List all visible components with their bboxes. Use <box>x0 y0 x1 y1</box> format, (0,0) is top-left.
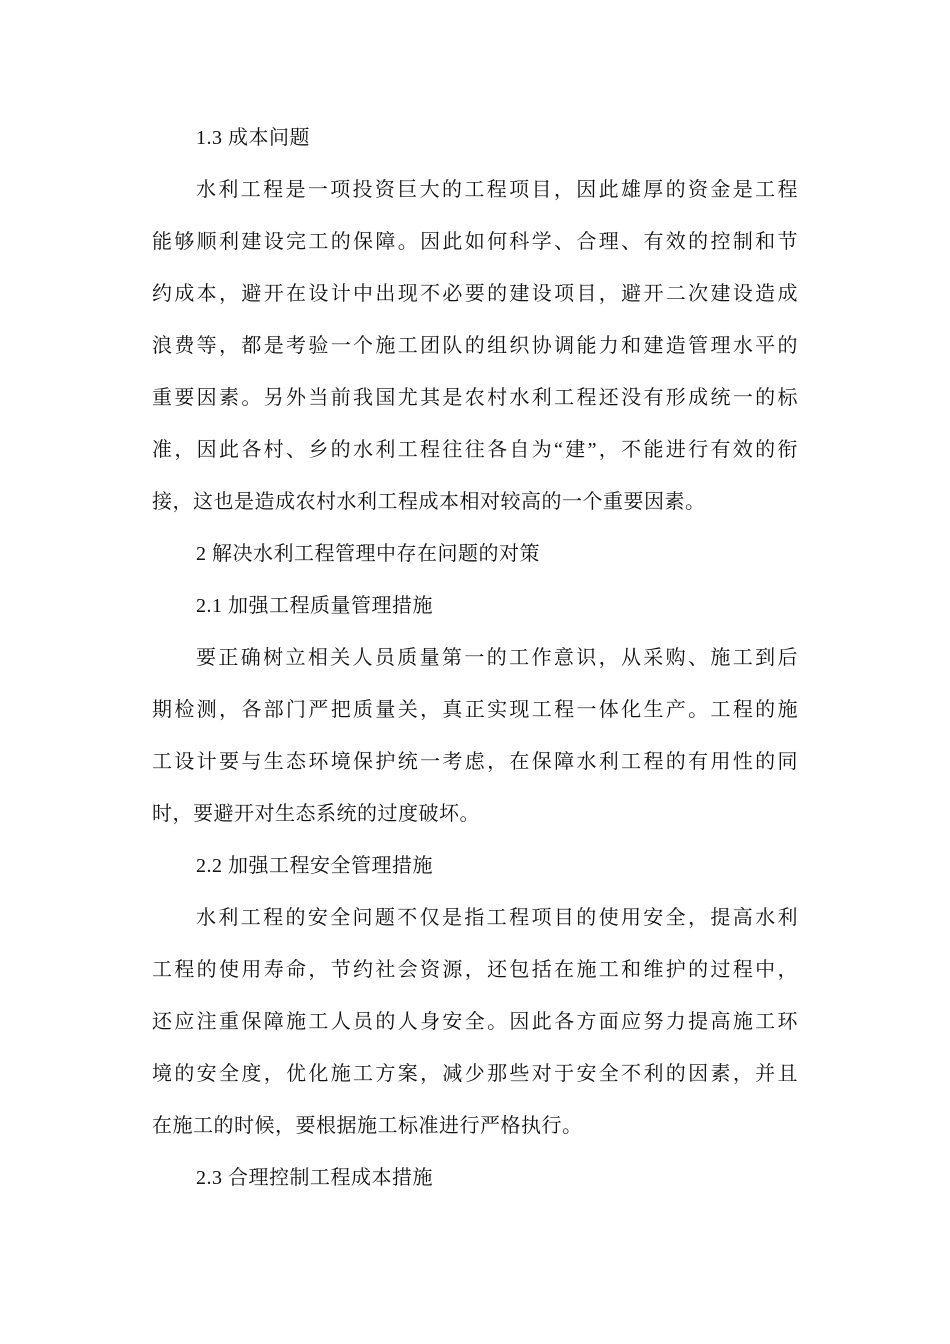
paragraph-line: 要正确树立相关人员质量第一的工作意识，从采购、施工到后 <box>196 647 798 669</box>
section-heading-2-1: 2.1 加强工程质量管理措施 <box>196 595 433 617</box>
paragraph-line: 水利工程是一项投资巨大的工程项目，因此雄厚的资金是工程 <box>196 179 798 201</box>
paragraph-line: 准，因此各村、乡的水利工程往往各自为“建”，不能进行有效的衔 <box>152 439 798 461</box>
paragraph-line: 接，这也是造成农村水利工程成本相对较高的一个重要因素。 <box>152 491 706 513</box>
section-heading-2-2: 2.2 加强工程安全管理措施 <box>196 855 433 877</box>
section-heading-1-3: 1.3 成本问题 <box>196 127 310 149</box>
paragraph-line: 浪费等，都是考验一个施工团队的组织协调能力和建造管理水平的 <box>152 335 798 357</box>
paragraph-line: 时，要避开对生态系统的过度破坏。 <box>152 803 480 825</box>
paragraph-line: 约成本，避开在设计中出现不必要的建设项目，避开二次建设造成 <box>152 283 798 305</box>
section-heading-2-3: 2.3 合理控制工程成本措施 <box>196 1167 433 1189</box>
paragraph-line: 在施工的时候，要根据施工标准进行严格执行。 <box>152 1115 583 1137</box>
paragraph-line: 工设计要与生态环境保护统一考虑，在保障水利工程的有用性的同 <box>152 751 798 773</box>
paragraph-line: 能够顺利建设完工的保障。因此如何科学、合理、有效的控制和节 <box>152 231 798 253</box>
paragraph-line: 期检测，各部门严把质量关，真正实现工程一体化生产。工程的施 <box>152 699 798 721</box>
section-heading-2: 2 解决水利工程管理中存在问题的对策 <box>196 543 540 565</box>
paragraph-line: 还应注重保障施工人员的人身安全。因此各方面应努力提高施工环 <box>152 1011 798 1033</box>
paragraph-line: 工程的使用寿命，节约社会资源，还包括在施工和维护的过程中， <box>152 959 798 981</box>
paragraph-line: 重要因素。另外当前我国尤其是农村水利工程还没有形成统一的标 <box>152 387 798 409</box>
paragraph-line: 境的安全度，优化施工方案，减少那些对于安全不利的因素，并且 <box>152 1063 798 1085</box>
paragraph-line: 水利工程的安全问题不仅是指工程项目的使用安全，提高水利 <box>196 907 798 929</box>
